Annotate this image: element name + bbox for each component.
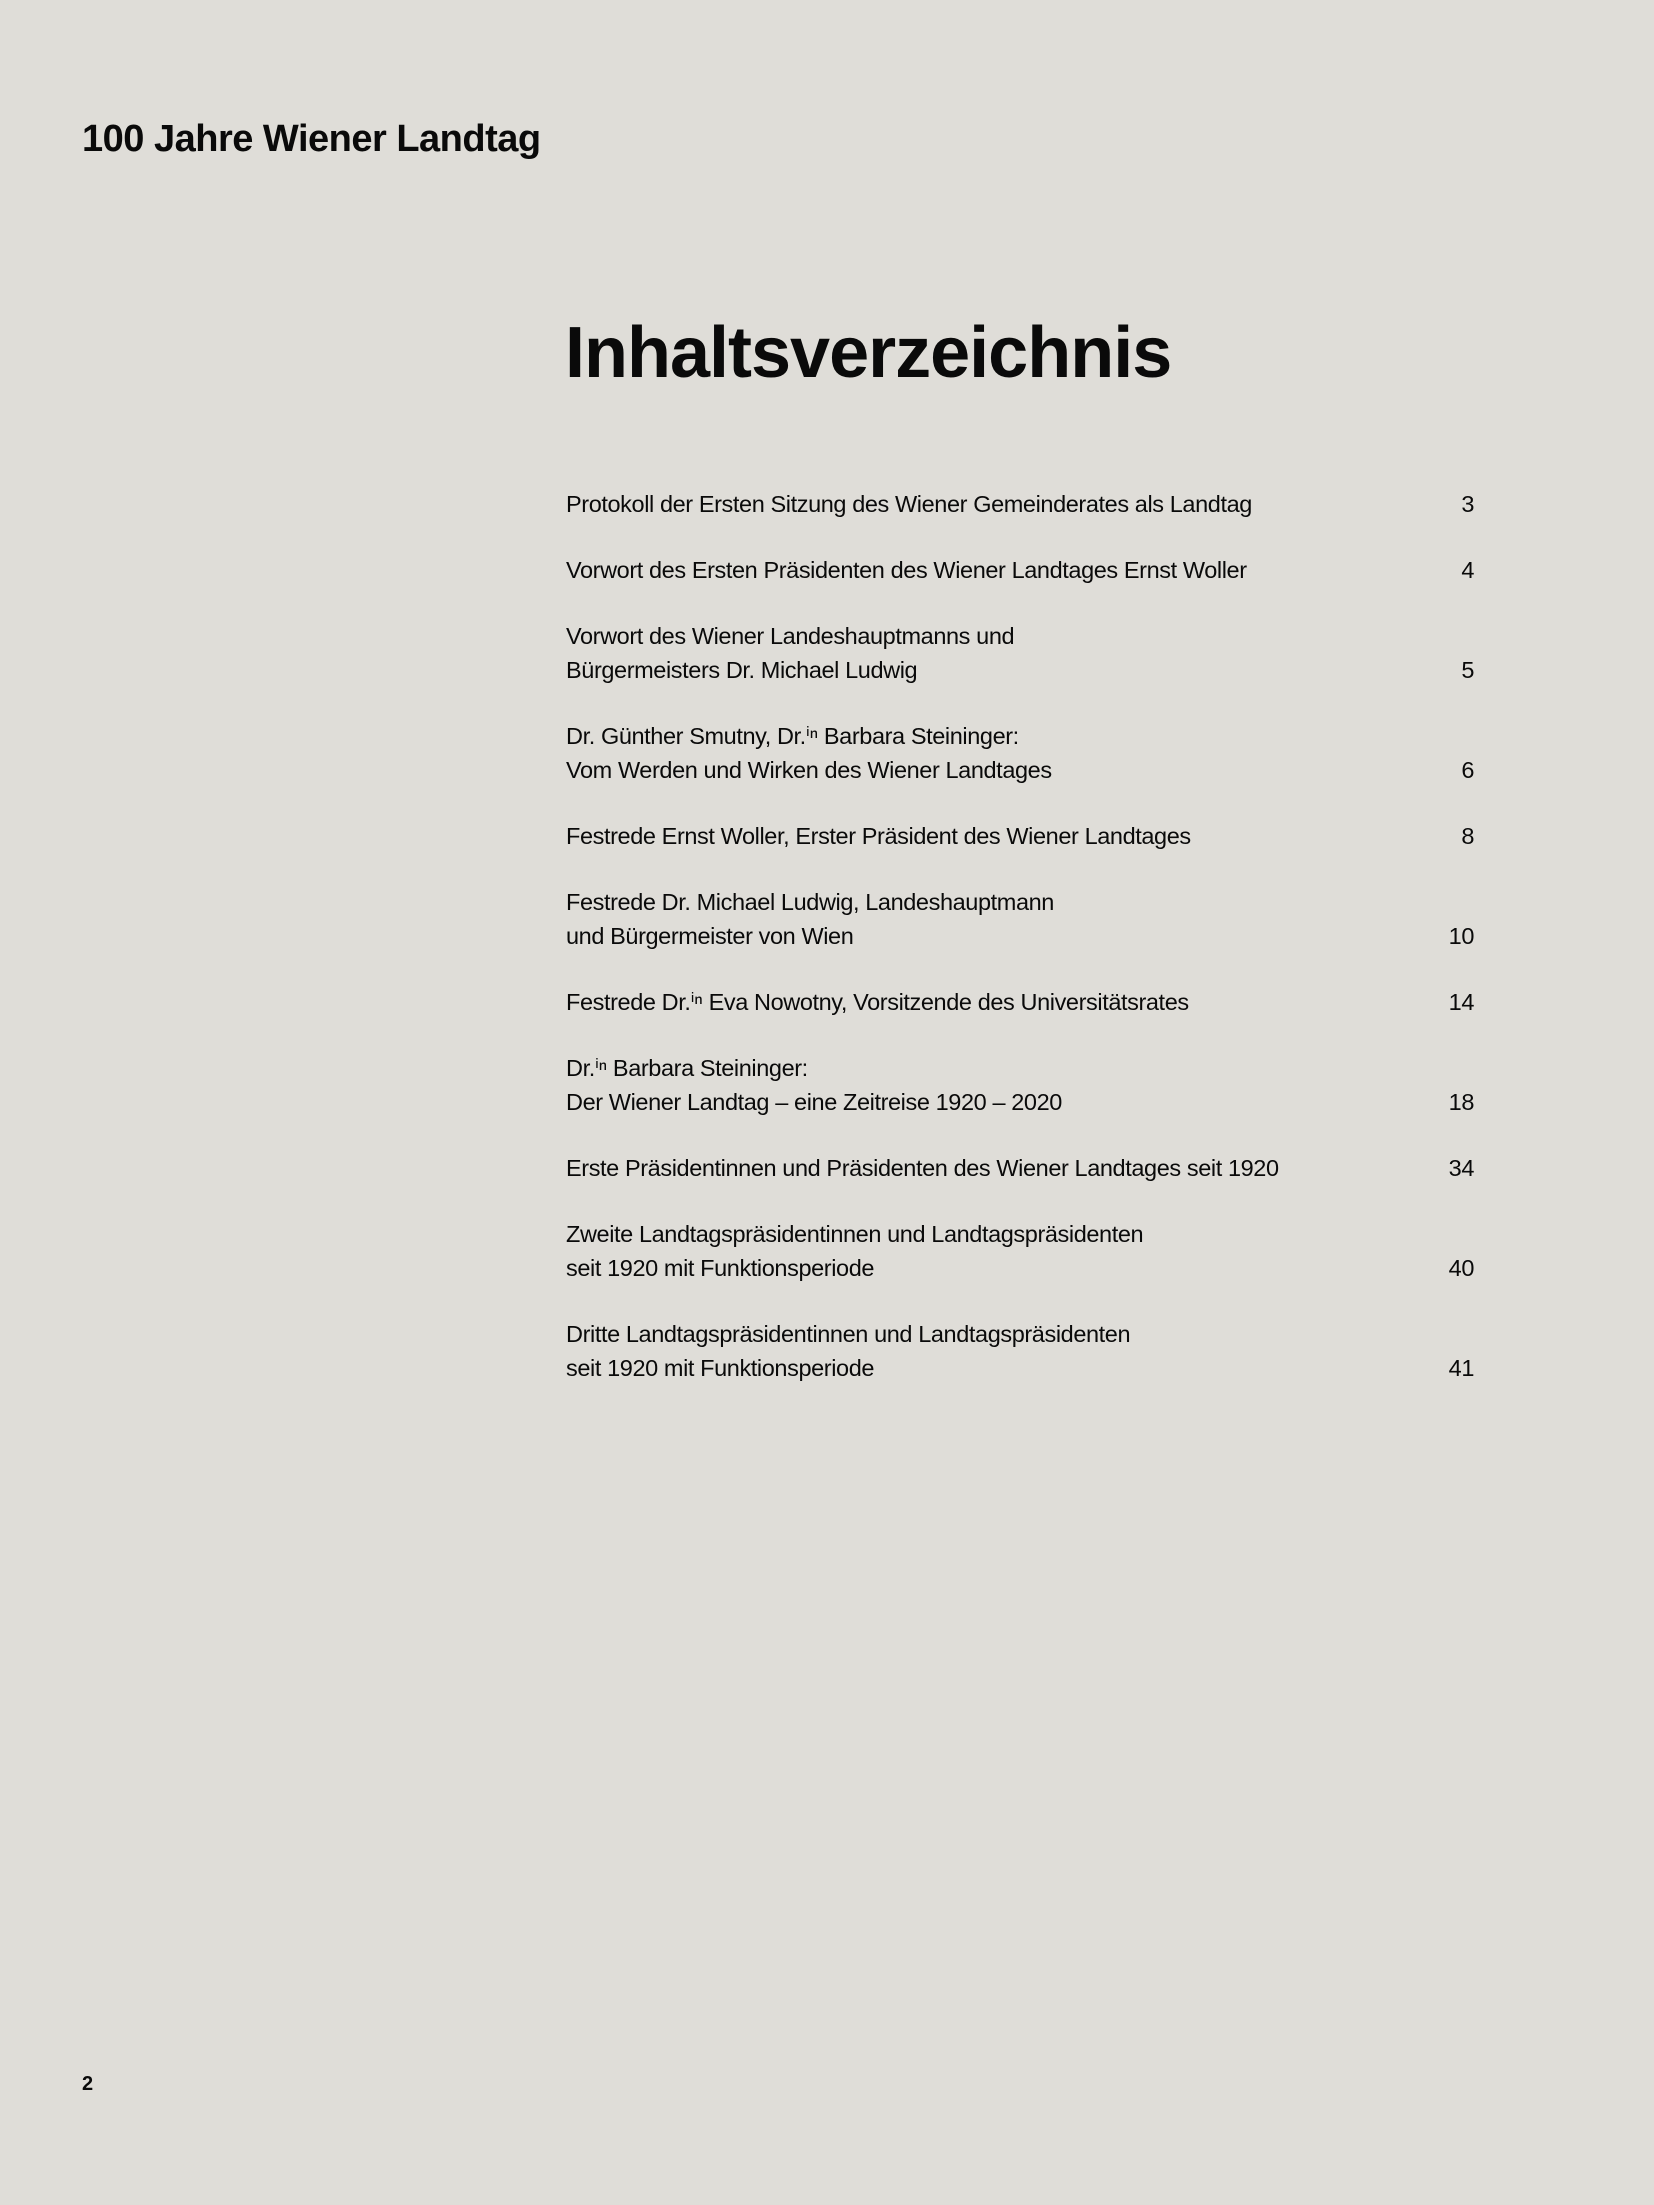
toc-entry-page-number: 34: [1448, 1155, 1474, 1181]
toc-entry-title: [566, 719, 1052, 787]
toc-entry-page-number: 8: [1461, 823, 1474, 849]
toc-entry[interactable]: [566, 553, 1474, 587]
toc-entry-title-line: Dritte Landtagspräsidentinnen und Landtagspräsidenten: [566, 1321, 1131, 1347]
toc-entry-page-number: 14: [1448, 989, 1474, 1015]
toc-entry-title: [566, 553, 1247, 587]
toc-entry-title: [566, 1051, 1062, 1119]
toc-entry-title-line: Dr.ⁱⁿ Barbara Steininger:: [566, 1055, 808, 1081]
toc-entry-title: [566, 819, 1191, 853]
toc-entry-title-line: Vorwort des Wiener Landeshauptmanns und: [566, 623, 1015, 649]
toc-entry-title-line: Dr. Günther Smutny, Dr.ⁱⁿ Barbara Steininger:: [566, 723, 1019, 749]
toc-entry-page-number: 41: [1448, 1355, 1474, 1381]
toc-entry-title: [566, 1317, 1130, 1385]
toc-entry[interactable]: [566, 1217, 1474, 1285]
toc-entry[interactable]: [566, 885, 1474, 953]
toc-entry-page-number: 5: [1461, 657, 1474, 683]
toc-entry-title-line: Bürgermeisters Dr. Michael Ludwig: [566, 657, 918, 683]
toc-entry-title-line: Zweite Landtagspräsidentinnen und Landtagspräsidenten: [566, 1221, 1144, 1247]
toc-entry-title-line: Festrede Ernst Woller, Erster Präsident des Wiener Landtages: [566, 823, 1191, 849]
toc-entry-title: [566, 885, 1054, 953]
toc-entry-title-line: Der Wiener Landtag – eine Zeitreise 1920 – 2020: [566, 1089, 1062, 1115]
toc-entry-page-number: 6: [1461, 757, 1474, 783]
toc-entry-page-number: 3: [1461, 491, 1474, 517]
toc-entry-page-number: 4: [1461, 557, 1474, 583]
toc-entry[interactable]: [566, 985, 1474, 1019]
toc-entry-title-line: seit 1920 mit Funktionsperiode: [566, 1355, 875, 1381]
toc-entry-title-line: Protokoll der Ersten Sitzung des Wiener Gemeinderates als Landtag: [566, 491, 1252, 517]
toc-entry[interactable]: [566, 819, 1474, 853]
table-of-contents: [566, 487, 1474, 1417]
toc-entry[interactable]: [566, 1051, 1474, 1119]
toc-entry-title: [566, 619, 1014, 687]
toc-entry-page-number: 10: [1448, 923, 1474, 949]
toc-entry[interactable]: [566, 619, 1474, 687]
toc-entry-page-number: 40: [1448, 1255, 1474, 1281]
toc-entry[interactable]: [566, 719, 1474, 787]
toc-entry-title-line: Vom Werden und Wirken des Wiener Landtages: [566, 757, 1052, 783]
toc-entry[interactable]: [566, 1151, 1474, 1185]
page-title: Inhaltsverzeichnis: [565, 313, 1172, 393]
toc-entry[interactable]: [566, 1317, 1474, 1385]
toc-entry-title-line: Festrede Dr. Michael Ludwig, Landeshauptmann: [566, 889, 1054, 915]
toc-entry-title: [566, 985, 1189, 1019]
toc-entry-title-line: und Bürgermeister von Wien: [566, 923, 854, 949]
page-number: 2: [82, 2073, 94, 2095]
running-title: 100 Jahre Wiener Landtag: [82, 118, 541, 160]
toc-entry-title: [566, 1217, 1143, 1285]
toc-entry-title-line: Vorwort des Ersten Präsidenten des Wiener Landtages Ernst Woller: [566, 557, 1247, 583]
toc-entry-title: [566, 487, 1252, 521]
toc-entry[interactable]: [566, 487, 1474, 521]
toc-entry-title-line: Erste Präsidentinnen und Präsidenten des Wiener Landtages seit 1920: [566, 1155, 1279, 1181]
toc-entry-title-line: Festrede Dr.ⁱⁿ Eva Nowotny, Vorsitzende des Universitätsrates: [566, 989, 1189, 1015]
toc-entry-title-line: seit 1920 mit Funktionsperiode: [566, 1255, 875, 1281]
toc-entry-page-number: 18: [1448, 1089, 1474, 1115]
toc-entry-title: [566, 1151, 1279, 1185]
